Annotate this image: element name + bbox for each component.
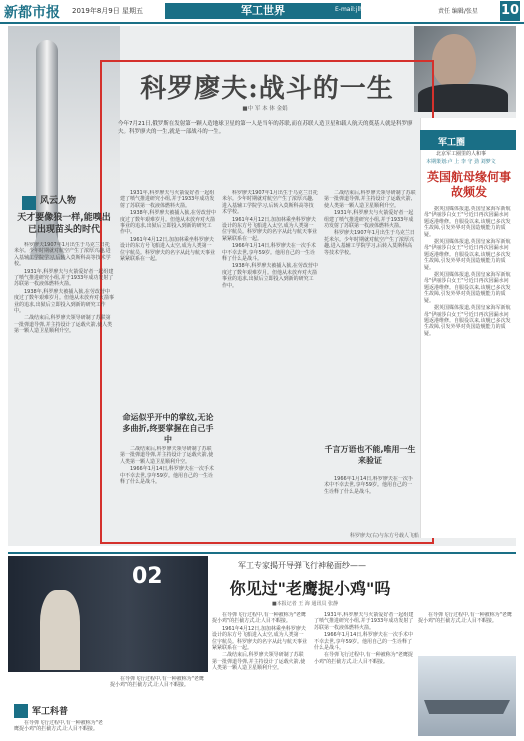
bottom-byline: ■本报记者 王 海 通讯员 张静	[272, 601, 339, 607]
editor-credit: 责任 编辑/张星	[438, 8, 478, 15]
paragraph: 据英国媒体报道,英国皇家海军新航母"伊丽莎白女王"号近日再次因漏水问题返港维修。自服役以来,该舰已多次发生故障,引发外界对英国造舰能力的质疑。	[424, 206, 511, 238]
ship-hull-icon	[424, 700, 510, 714]
paragraph: 科罗廖夫1907年1月出生于乌克兰日托米尔。少年时期就对航空产生了浓厚兴趣,进入基辅工学院学习,后转入莫斯科高等技术学校。	[324, 230, 415, 256]
paragraph: 1938年,科罗廖夫被捕入狱,在劳改营中度过了数年艰难岁月。但他从未放弃对火箭事业的追求,出狱后立即投入到新的研究工作中。	[222, 263, 318, 289]
contact-email: E-mail:jlhgfjy@163.com	[335, 6, 407, 13]
page-number: 10	[500, 1, 520, 21]
feature-title: 科罗廖夫:战斗的一生	[140, 74, 394, 104]
portrait-face-icon	[432, 34, 476, 88]
paragraph: 1931年,科罗廖夫与火箭爱好者一起组建了喷气推进研究小组,并于1933年成功发射了苏联第一枚液体燃料火箭。	[324, 210, 414, 230]
paragraph: 1931年,科罗廖夫与火箭爱好者一起组建了喷气推进研究小组,并于1933年成功发射了苏联第一枚液体燃料火箭。	[14, 268, 114, 288]
photo-caption: 科罗廖夫(右)与东方号载人飞船	[350, 533, 419, 539]
paragraph: 在导弹飞行过程中,有一种被称为"老鹰捉小鸡"的拦截方式,让人目不暇接。	[314, 652, 413, 665]
subhead-two: 命运似乎开中的掌纹,无论多曲折,终要掌握在自己手中	[122, 413, 214, 444]
paragraph: 在导弹飞行过程中,有一种被称为"老鹰捉小鸡"的拦截方式,让人目不暇接。	[418, 612, 512, 625]
column-two-lower	[120, 446, 216, 540]
bottom-col-four	[418, 612, 516, 652]
column-four	[324, 190, 416, 440]
paragraph: 1931年,科罗廖夫与火箭爱好者一起组建了喷气推进研究小组,并于1933年成功发射了苏联第一枚液体燃料火箭。	[314, 612, 414, 631]
paragraph: 二战结束后,科罗廖夫领导研制了苏联第一批弹道导弹,并主持设计了运载火箭,使人类第一颗人造卫星顺利升空。	[14, 315, 113, 335]
issue-date: 2019年8月9日 星期五	[72, 7, 143, 15]
column-four-lower	[324, 476, 416, 530]
paragraph: 1966年1月14日,科罗廖夫在一次手术中不幸去世,享年59岁。他用自己的一生诠释了什么是战斗。	[120, 466, 214, 486]
paragraph: 1966年1月14日,科罗廖夫在一次手术中不幸去世,享年59岁。他用自己的一生诠释了什么是战斗。	[314, 632, 413, 652]
presenter-figure-icon	[40, 590, 80, 670]
paragraph: 在导弹飞行过程中,有一种被称为"老鹰捉小鸡"的拦截方式,让人目不暇接。	[110, 676, 204, 689]
sidebar-title: 军工圈	[438, 138, 466, 148]
feature-intro: 今年7月21日,俄罗斯在发射第一颗人造地球卫星的第一人是当年的苏联,而在苏联人造卫星和载人航天的奠基人就是科罗廖夫。科罗廖夫的一生,就是一部战斗的一生。	[118, 121, 413, 135]
section-title: 军工世界	[165, 3, 361, 19]
bottom-left-text	[14, 720, 104, 738]
bottom-label: 军工科普	[32, 707, 69, 717]
bottom-col-one	[110, 676, 206, 736]
sidebar-credit: 本期策划:卢 上 李 守 劲 刘梦文	[426, 159, 496, 165]
section-marker-icon	[14, 704, 28, 718]
paragraph: 科罗廖夫1907年1月出生于乌克兰日托米尔。少年时期就对航空产生了浓厚兴趣,进入基辅工学院学习,后转入莫斯科高等技术学校。	[222, 190, 318, 216]
column-two	[120, 190, 216, 410]
sidebar-body	[424, 206, 512, 536]
paragraph: 1961年4月12日,加加林乘坐科罗廖夫设计的东方号飞船进入太空,成为人类第一位宇航员。科罗廖夫的名字从此与航天事业紧紧联系在一起。	[212, 625, 308, 652]
paragraph: 1961年4月12日,加加林乘坐科罗廖夫设计的东方号飞船进入太空,成为人类第一位宇航员。科罗廖夫的名字从此与航天事业紧紧联系在一起。	[120, 236, 216, 263]
paragraph: 1961年4月12日,加加林乘坐科罗廖夫设计的东方号飞船进入太空,成为人类第一位宇航员。科罗廖夫的名字从此与航天事业紧紧联系在一起。	[222, 216, 318, 242]
column-three	[222, 190, 318, 540]
paragraph: 据英国媒体报道,英国皇家海军新航母"伊丽莎白女王"号近日再次因漏水问题返港维修。自服役以来,该舰已多次发生故障,引发外界对英国造舰能力的质疑。	[424, 239, 511, 271]
column-one	[14, 242, 114, 542]
paragraph: 二战结束后,科罗廖夫领导研制了苏联第一批弹道导弹,并主持设计了运载火箭,使人类第一颗人造卫星顺利升空。	[324, 190, 416, 209]
masthead: 新都市报	[4, 5, 60, 21]
paragraph: 1931年,科罗廖夫与火箭爱好者一起组建了喷气推进研究小组,并于1933年成功发射了苏联第一枚液体燃料火箭。	[120, 190, 215, 209]
paragraph: 1966年1月14日,科罗廖夫在一次手术中不幸去世,享年59岁。他用自己的一生诠释了什么是战斗。	[222, 243, 316, 263]
paragraph: 据英国媒体报道,英国皇家海军新航母"伊丽莎白女王"号近日再次因漏水问题返港维修。自服役以来,该舰已多次发生故障,引发外界对英国造舰能力的质疑。	[424, 305, 511, 337]
paragraph: 1938年,科罗廖夫被捕入狱,在劳改营中度过了数年艰难岁月。但他从未放弃对火箭事业的追求,出狱后立即投入到新的研究工作中。	[120, 210, 216, 236]
bottom-kicker: 军工专家揭开导弹飞行神秘面纱——	[238, 561, 366, 570]
paragraph: 在导弹飞行过程中,有一种被称为"老鹰捉小鸡"的拦截方式,让人目不暇接。	[14, 720, 103, 733]
bottom-title: 你见过"老鹰捉小鸡"吗	[229, 579, 391, 598]
bottom-col-three	[314, 612, 414, 736]
episode-number: 02	[132, 564, 163, 589]
paragraph: 二战结束后,科罗廖夫领导研制了苏联第一批弹道导弹,并主持设计了运载火箭,使人类第一颗人造卫星顺利升空。	[120, 446, 214, 465]
feature-byline: ■中 军 本 体 金娟	[242, 106, 288, 112]
paragraph: 1938年,科罗廖夫被捕入狱,在劳改营中度过了数年艰难岁月。但他从未放弃对火箭事业的追求,出狱后立即投入到新的研究工作中。	[14, 288, 114, 315]
paragraph: 1966年1月14日,科罗廖夫在一次手术中不幸去世,享年59岁。他用自己的一生诠释了什么是战斗。	[324, 476, 413, 495]
paragraph: 科罗廖夫1907年1月出生于乌克兰日托米尔。少年时期就对航空产生了浓厚兴趣,进入基辅工学院学习,后转入莫斯科高等技术学校。	[14, 242, 111, 268]
paragraph: 二战结束后,科罗廖夫领导研制了苏联第一批弹道导弹,并主持设计了运载火箭,使人类第一颗人造卫星顺利升空。	[212, 652, 306, 672]
warship-photo	[418, 656, 516, 736]
column-kicker: 风云人物	[40, 196, 77, 206]
bottom-col-two	[212, 612, 308, 736]
paragraph: 在导弹飞行过程中,有一种被称为"老鹰捉小鸡"的拦截方式,让人目不暇接。	[212, 612, 306, 625]
section-marker-icon	[22, 196, 36, 210]
presenter-photo	[8, 556, 208, 672]
sidebar-subtitle: 北京军工圈里的人和事	[436, 151, 487, 157]
subhead-one: 天才要像狼一样,能嗅出已出现苗头的时代	[17, 213, 111, 235]
sidebar-headline: 英国航母缘何事故频发	[426, 170, 511, 199]
paragraph: 据英国媒体报道,英国皇家海军新航母"伊丽莎白女王"号近日再次因漏水问题返港维修。自服役以来,该舰已多次发生故障,引发外界对英国造舰能力的质疑。	[424, 272, 511, 304]
sidebar-band	[420, 130, 516, 150]
subhead-three: 千言万语也不能,唯用一生来验证	[324, 445, 416, 465]
